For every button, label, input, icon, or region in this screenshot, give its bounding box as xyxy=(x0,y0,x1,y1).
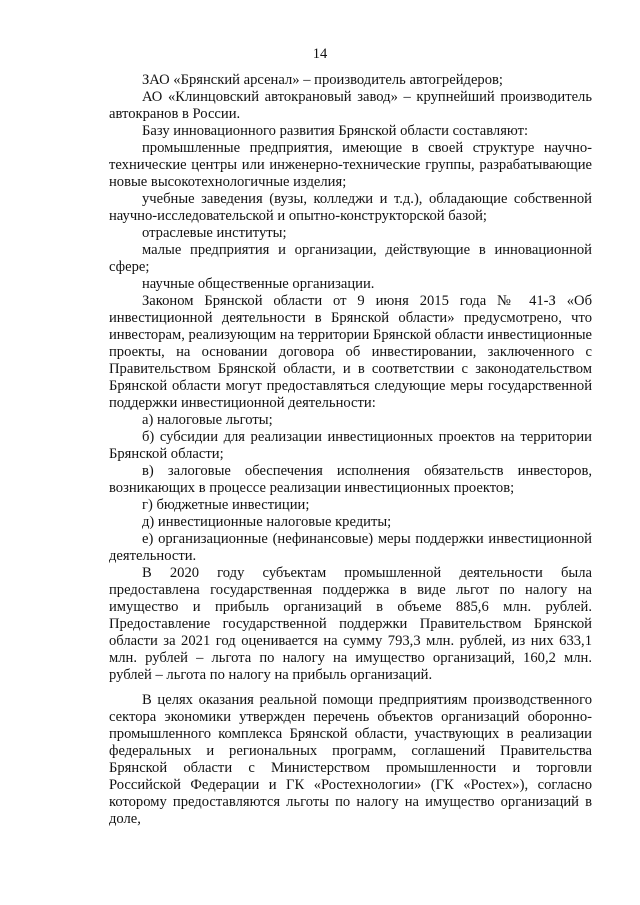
paragraph-industrial-enterprises: промышленные предприятия, имеющие в своей структуре научно-технические центры или инженерно-технические группы, разрабатывающие новые высокотехнологичные изделия; xyxy=(109,140,592,190)
document-body xyxy=(109,72,592,828)
page-number: 14 xyxy=(312,46,328,62)
paragraph-educational-institutions: учебные заведения (вузы, колледжи и т.д.), обладающие собственной научно-исследовательской и опытно-конструкторской базой; xyxy=(109,191,592,224)
list-item-f-organizational-measures: е) организационные (нефинансовые) меры поддержки инвестиционной деятельности. xyxy=(109,531,592,564)
paragraph-branch-institutes: отраслевые институты; xyxy=(142,225,287,241)
paragraph-investment-law: Законом Брянской области от 9 июня 2015 года № 41-З «Об инвестиционной деятельности в Брянской области» предусмотрено, что инвесторам, реализующим на территории Брянской области инвестиционные проекты, на основании договора об инвестировании, заключенного с Правительством Брянской области, и в соответствии с законодательством Брянской области могут предоставляться следующие меры государственной поддержки инвестиционной деятельности: xyxy=(109,293,592,411)
list-item-a-tax-benefits: а) налоговые льготы; xyxy=(142,412,273,428)
paragraph-klintsy-crane-plant: АО «Клинцовский автокрановый завод» – крупнейший производитель автокранов в России. xyxy=(109,89,592,122)
paragraph-state-support-2020-2021: В 2020 году субъектам промышленной деятельности была предоставлена государственная поддержка в виде льгот по налогу на имущество и прибыль организаций в объеме 885,6 млн. рублей. Предоставление государственной поддержки Правительством Брянской области за 2021 год оценивается на сумму 793,3 млн. рублей, из них 633,1 млн. рублей – льгота по налогу на имущество организаций, 160,2 млн. рублей – льгота по налогу на прибыль организаций. xyxy=(109,565,592,683)
paragraph-bryansk-arsenal: ЗАО «Брянский арсенал» – производитель автогрейдеров; xyxy=(142,72,503,88)
paragraph-small-enterprises: малые предприятия и организации, действующие в инновационной сфере; xyxy=(109,242,592,275)
list-item-b-subsidies: б) субсидии для реализации инвестиционных проектов на территории Брянской области; xyxy=(109,429,592,462)
list-item-c-collateral: в) залоговые обеспечения исполнения обязательств инвесторов, возникающих в процессе реализации инвестиционных проектов; xyxy=(109,463,592,496)
paragraph-innovation-base-intro: Базу инновационного развития Брянской области составляют: xyxy=(142,123,529,139)
paragraph-scientific-organizations: научные общественные организации. xyxy=(142,276,375,292)
paragraph-defense-industry-benefits: В целях оказания реальной помощи предприятиям производственного сектора экономики утвержден перечень объектов организаций оборонно-промышленного комплекса Брянской области, участвующих в реализации федеральных и региональных программ, соглашений Правительства Брянской области с Министерством промышленности и торговли Российской Федерации и ГК «Ростехнологии» (ГК «Ростех»), согласно которому предоставляются льготы по налогу на имущество организаций в доле, xyxy=(109,692,592,827)
list-item-d-budget-investments: г) бюджетные инвестиции; xyxy=(142,497,310,513)
list-item-e-tax-credits: д) инвестиционные налоговые кредиты; xyxy=(142,514,392,530)
